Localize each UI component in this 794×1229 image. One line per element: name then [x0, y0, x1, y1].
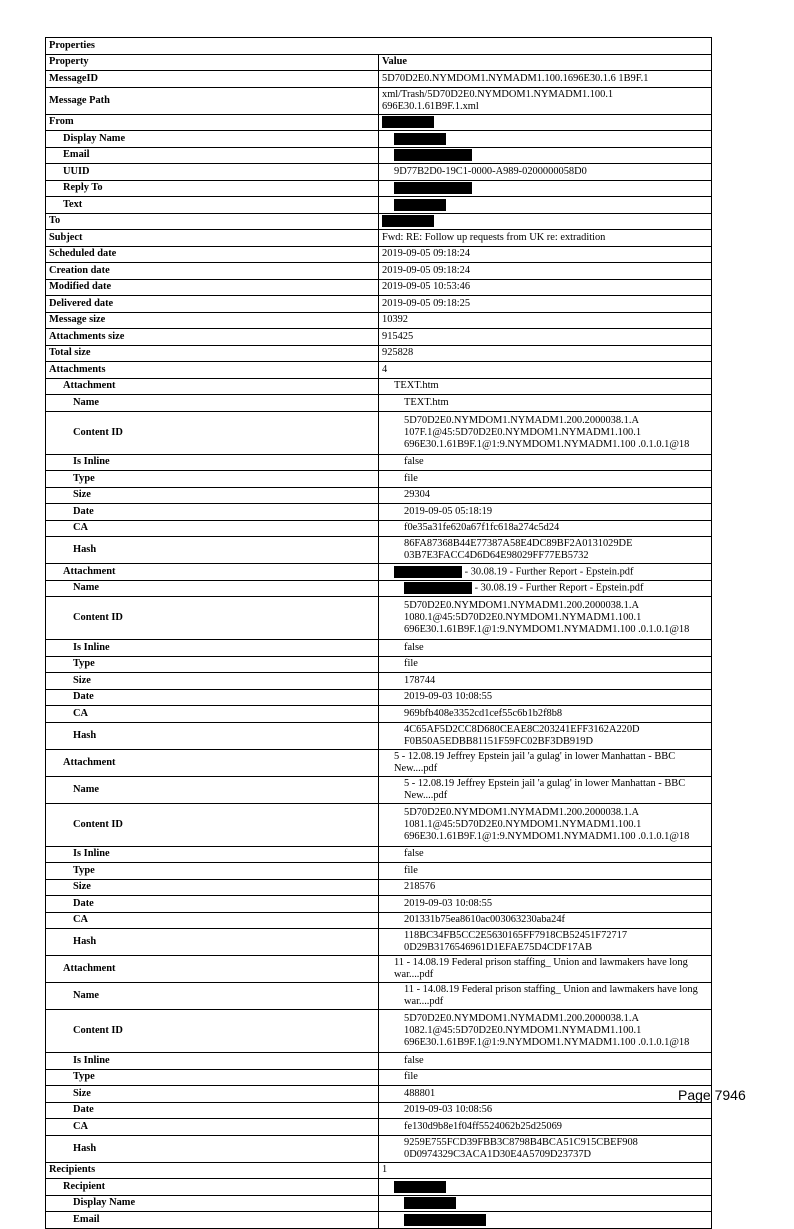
property-value: 2019-09-05 09:18:25 — [382, 297, 471, 309]
property-row — [46, 164, 712, 181]
properties-title-row — [46, 38, 712, 55]
property-key: CA — [46, 912, 379, 929]
property-key: CA — [46, 520, 379, 537]
property-value-cell — [379, 180, 712, 197]
property-row — [46, 1135, 712, 1162]
property-row — [46, 803, 712, 846]
property-row — [46, 1053, 712, 1070]
property-value: 488801 — [404, 1087, 436, 1099]
property-value: 178744 — [404, 674, 436, 686]
property-key: Type — [46, 1069, 379, 1086]
property-row — [46, 896, 712, 913]
property-value-cell — [379, 597, 712, 640]
property-key: UUID — [46, 164, 379, 181]
property-value: - 30.08.19 - Further Report - Epstein.pdf — [472, 582, 644, 594]
property-row — [46, 454, 712, 471]
property-key: Email — [46, 1212, 379, 1229]
property-key: Size — [46, 1086, 379, 1103]
property-key: Size — [46, 487, 379, 504]
property-row — [46, 706, 712, 723]
property-row — [46, 147, 712, 164]
property-key: Attachments — [46, 362, 379, 379]
property-value-cell — [379, 71, 712, 88]
redaction-bar — [394, 133, 446, 145]
property-value-cell — [379, 487, 712, 504]
property-row — [46, 1179, 712, 1196]
property-value: 2019-09-03 10:08:56 — [404, 1104, 493, 1116]
redaction-bar — [404, 582, 472, 594]
property-value: 5D70D2E0.NYMDOM1.NYMADM1.200.2000038.1.A 107F.1@45:5D70D2E0.NYMDOM1.NYMADM1.100.1 696E30.1.61B9F.1@1:9.NYMDOM1.NYMADM1.100 .0.1.0.1@18 — [404, 414, 690, 450]
property-value: 118BC34FB5CC2E5630165FF7918CB52451F72717 0D29B3176546961D1EFAE75D4CDF17AB — [404, 930, 628, 953]
property-row — [46, 1162, 712, 1179]
property-row — [46, 689, 712, 706]
property-key: Attachment — [46, 956, 379, 983]
property-value: file — [404, 1071, 418, 1083]
property-value-cell — [379, 749, 712, 776]
property-key: Attachment — [46, 564, 379, 581]
property-key: Hash — [46, 722, 379, 749]
property-row — [46, 520, 712, 537]
property-key: Type — [46, 863, 379, 880]
property-value: f0e35a31fe620a67f1fc618a274c5d24 — [404, 522, 560, 534]
property-key: Date — [46, 1102, 379, 1119]
property-value-cell — [379, 1069, 712, 1086]
property-key: Name — [46, 395, 379, 412]
property-value: 969bfb408e3352cd1cef55c6b1b2f8b8 — [404, 707, 563, 719]
property-value-cell — [379, 246, 712, 263]
property-key: Content ID — [46, 411, 379, 454]
property-key: Delivered date — [46, 296, 379, 313]
property-value-cell — [379, 312, 712, 329]
property-row — [46, 329, 712, 346]
property-value: 2019-09-05 05:18:19 — [404, 505, 493, 517]
property-key: MessageID — [46, 71, 379, 88]
property-value-cell — [379, 956, 712, 983]
property-row — [46, 929, 712, 956]
property-row — [46, 114, 712, 131]
property-key: Name — [46, 983, 379, 1010]
redaction-bar — [394, 1181, 446, 1193]
property-row — [46, 1069, 712, 1086]
property-value: 4C65AF5D2CC8D680CEAE8C203241EFF3162A220D F0B50A5EDBB81151F59FC02BF3DB919D — [404, 723, 640, 747]
property-row — [46, 673, 712, 690]
property-key: Reply To — [46, 180, 379, 197]
property-value: 10392 — [382, 314, 408, 326]
property-row — [46, 213, 712, 230]
property-value-cell — [379, 164, 712, 181]
property-value-cell — [379, 896, 712, 913]
property-key: Attachment — [46, 749, 379, 776]
property-value-cell — [379, 1212, 712, 1229]
property-key: Is Inline — [46, 1053, 379, 1070]
property-key: Is Inline — [46, 454, 379, 471]
property-value-cell — [379, 803, 712, 846]
properties-title: Properties — [46, 38, 712, 55]
property-row — [46, 395, 712, 412]
header-row — [46, 54, 712, 71]
property-value-cell — [379, 1010, 712, 1053]
redaction-bar — [382, 116, 434, 128]
property-value-cell — [379, 673, 712, 690]
property-value: 5D70D2E0.NYMDOM1.NYMADM1.200.2000038.1.A 1081.1@45:5D70D2E0.NYMDOM1.NYMADM1.100.1 696E30.1.61B9F.1@1:9.NYMDOM1.NYMADM1.100 .0.1.0.1@18 — [404, 806, 690, 842]
property-row — [46, 131, 712, 148]
property-key: Is Inline — [46, 846, 379, 863]
property-value-cell — [379, 279, 712, 296]
property-value-cell — [379, 131, 712, 148]
properties-table — [45, 37, 712, 1229]
property-key: Content ID — [46, 803, 379, 846]
property-value-cell — [379, 537, 712, 564]
property-key: Recipients — [46, 1162, 379, 1179]
property-key: Text — [46, 197, 379, 214]
property-value-cell — [379, 1195, 712, 1212]
property-value-cell — [379, 395, 712, 412]
property-value: 2019-09-05 09:18:24 — [382, 248, 471, 260]
property-row — [46, 504, 712, 521]
property-value: false — [404, 641, 424, 653]
property-row — [46, 87, 712, 114]
property-key: Display Name — [46, 131, 379, 148]
redaction-bar — [404, 1197, 456, 1209]
property-key: CA — [46, 706, 379, 723]
property-value-cell — [379, 296, 712, 313]
property-value: 5D70D2E0.NYMDOM1.NYMADM1.200.2000038.1.A 1082.1@45:5D70D2E0.NYMDOM1.NYMADM1.100.1 696E30.1.61B9F.1@1:9.NYMDOM1.NYMADM1.100 .0.1.0.1@18 — [404, 1013, 690, 1048]
property-key: Hash — [46, 1135, 379, 1162]
property-value: 5D70D2E0.NYMDOM1.NYMADM1.100.1696E30.1.6 1B9F.1 — [382, 72, 649, 84]
property-row — [46, 537, 712, 564]
property-row — [46, 749, 712, 776]
property-value-cell — [379, 863, 712, 880]
property-row — [46, 879, 712, 896]
property-row — [46, 345, 712, 362]
property-row — [46, 197, 712, 214]
property-key: Modified date — [46, 279, 379, 296]
property-value-cell — [379, 1053, 712, 1070]
property-value: TEXT.htm — [404, 396, 449, 408]
property-key: Attachments size — [46, 329, 379, 346]
property-key: To — [46, 213, 379, 230]
page-number: Page 7946 — [678, 1087, 746, 1103]
property-key: Message size — [46, 312, 379, 329]
property-value-cell — [379, 411, 712, 454]
property-value-cell — [379, 114, 712, 131]
property-row — [46, 1212, 712, 1229]
property-value-cell — [379, 329, 712, 346]
redaction-bar — [394, 199, 446, 211]
property-row — [46, 597, 712, 640]
property-value-cell — [379, 197, 712, 214]
property-value: 2019-09-05 09:18:24 — [382, 264, 471, 276]
property-value-cell — [379, 846, 712, 863]
property-row — [46, 296, 712, 313]
property-value-cell — [379, 378, 712, 395]
property-row — [46, 1119, 712, 1136]
property-value-cell — [379, 722, 712, 749]
property-key: Date — [46, 504, 379, 521]
property-row — [46, 983, 712, 1010]
property-value: false — [404, 848, 424, 860]
property-value-cell — [379, 929, 712, 956]
property-value: 2019-09-05 10:53:46 — [382, 281, 471, 293]
redaction-bar — [404, 1214, 486, 1226]
property-row — [46, 246, 712, 263]
property-value: false — [404, 456, 424, 468]
property-value: 915425 — [382, 330, 414, 342]
property-value-cell — [379, 656, 712, 673]
property-row — [46, 722, 712, 749]
property-row — [46, 180, 712, 197]
property-value-cell — [379, 1102, 712, 1119]
redaction-bar — [394, 566, 462, 578]
property-row — [46, 263, 712, 280]
property-value-cell — [379, 263, 712, 280]
property-value-cell — [379, 983, 712, 1010]
property-value-cell — [379, 454, 712, 471]
property-value: 9D77B2D0-19C1-0000-A989-0200000058D0 — [394, 165, 587, 177]
property-key: Type — [46, 471, 379, 488]
property-value: 925828 — [382, 347, 414, 359]
property-row — [46, 776, 712, 803]
property-key: Scheduled date — [46, 246, 379, 263]
property-value-cell — [379, 1119, 712, 1136]
property-value: 5 - 12.08.19 Jeffrey Epstein jail 'a gulag' in lower Manhattan - BBC New....pdf — [404, 777, 686, 801]
property-row — [46, 378, 712, 395]
property-value-cell — [379, 640, 712, 657]
property-row — [46, 656, 712, 673]
property-row — [46, 71, 712, 88]
property-value: 2019-09-03 10:08:55 — [404, 691, 493, 703]
property-key: Hash — [46, 929, 379, 956]
property-value: file — [404, 864, 418, 876]
property-value-cell — [379, 147, 712, 164]
property-key: Size — [46, 879, 379, 896]
redaction-bar — [394, 182, 472, 194]
property-key: Hash — [46, 537, 379, 564]
property-key: Display Name — [46, 1195, 379, 1212]
property-value: 2019-09-03 10:08:55 — [404, 897, 493, 909]
property-row — [46, 564, 712, 581]
property-value-cell — [379, 362, 712, 379]
property-key: Date — [46, 689, 379, 706]
property-key: Creation date — [46, 263, 379, 280]
property-key: Attachment — [46, 378, 379, 395]
property-value: 4 — [382, 363, 388, 375]
property-value-cell — [379, 1086, 712, 1103]
header-value: Value — [379, 54, 712, 71]
property-key: Subject — [46, 230, 379, 247]
property-row — [46, 230, 712, 247]
property-key: Content ID — [46, 1010, 379, 1053]
property-value: false — [404, 1054, 424, 1066]
property-row — [46, 471, 712, 488]
property-value: 9259E755FCD39FBB3C8798B4BCA51C915CBEF908 0D0974329C3ACA1D30E4A5709D23737D — [404, 1136, 638, 1160]
property-row — [46, 580, 712, 597]
property-row — [46, 846, 712, 863]
property-row — [46, 487, 712, 504]
property-value: 5D70D2E0.NYMDOM1.NYMADM1.200.2000038.1.A 1080.1@45:5D70D2E0.NYMDOM1.NYMADM1.100.1 696E30.1.61B9F.1@1:9.NYMDOM1.NYMADM1.100 .0.1.0.1@18 — [404, 600, 690, 635]
property-row — [46, 1195, 712, 1212]
property-key: Name — [46, 580, 379, 597]
property-key: CA — [46, 1119, 379, 1136]
property-value-cell — [379, 564, 712, 581]
property-key: Content ID — [46, 597, 379, 640]
property-value: fe130d9b8e1f04ff5524062b25d25069 — [404, 1120, 562, 1132]
property-value: 11 - 14.08.19 Federal prison staffing_ Union and lawmakers have long war....pdf — [404, 984, 698, 1007]
property-value: xml/Trash/5D70D2E0.NYMDOM1.NYMADM1.100.1 696E30.1.61B9F.1.xml — [382, 88, 614, 112]
property-value: Fwd: RE: Follow up requests from UK re: extradition — [382, 231, 606, 243]
property-value: 86FA87368B44E77387A58E4DC89BF2A0131029DE 03B7E3FACC4D6D64E98029FF77EB5732 — [404, 538, 633, 561]
property-value: - 30.08.19 - Further Report - Epstein.pdf — [462, 565, 634, 577]
property-value-cell — [379, 87, 712, 114]
property-value: 218576 — [404, 881, 436, 893]
property-key: Name — [46, 776, 379, 803]
redaction-bar — [394, 149, 472, 161]
property-row — [46, 640, 712, 657]
property-value-cell — [379, 580, 712, 597]
property-value: 1 — [382, 1164, 388, 1176]
property-key: Total size — [46, 345, 379, 362]
property-row — [46, 956, 712, 983]
property-value-cell — [379, 471, 712, 488]
property-row — [46, 312, 712, 329]
property-value-cell — [379, 776, 712, 803]
property-value-cell — [379, 689, 712, 706]
property-row — [46, 411, 712, 454]
property-key: Size — [46, 673, 379, 690]
property-key: Email — [46, 147, 379, 164]
property-value-cell — [379, 230, 712, 247]
property-key: Type — [46, 656, 379, 673]
property-value-cell — [379, 879, 712, 896]
property-value-cell — [379, 1162, 712, 1179]
property-value-cell — [379, 213, 712, 230]
property-key: Date — [46, 896, 379, 913]
property-value: 29304 — [404, 489, 430, 501]
property-value-cell — [379, 1179, 712, 1196]
property-key: Is Inline — [46, 640, 379, 657]
property-value: 5 - 12.08.19 Jeffrey Epstein jail 'a gulag' in lower Manhattan - BBC New....pdf — [394, 750, 676, 774]
property-row — [46, 279, 712, 296]
property-value-cell — [379, 504, 712, 521]
property-value: file — [404, 658, 418, 670]
header-property: Property — [46, 54, 379, 71]
property-value-cell — [379, 345, 712, 362]
redaction-bar — [382, 215, 434, 227]
property-value-cell — [379, 912, 712, 929]
property-row — [46, 362, 712, 379]
property-value: TEXT.htm — [394, 380, 439, 392]
property-row — [46, 1010, 712, 1053]
property-value-cell — [379, 520, 712, 537]
property-value: 11 - 14.08.19 Federal prison staffing_ Union and lawmakers have long war....pdf — [394, 957, 688, 980]
property-row — [46, 1086, 712, 1103]
property-value-cell — [379, 706, 712, 723]
property-row — [46, 912, 712, 929]
property-row — [46, 863, 712, 880]
property-key: Recipient — [46, 1179, 379, 1196]
property-value-cell — [379, 1135, 712, 1162]
property-key: Message Path — [46, 87, 379, 114]
property-value: 201331b75ea8610ac003063230aba24f — [404, 914, 566, 926]
property-key: From — [46, 114, 379, 131]
property-row — [46, 1102, 712, 1119]
property-value: file — [404, 472, 418, 484]
